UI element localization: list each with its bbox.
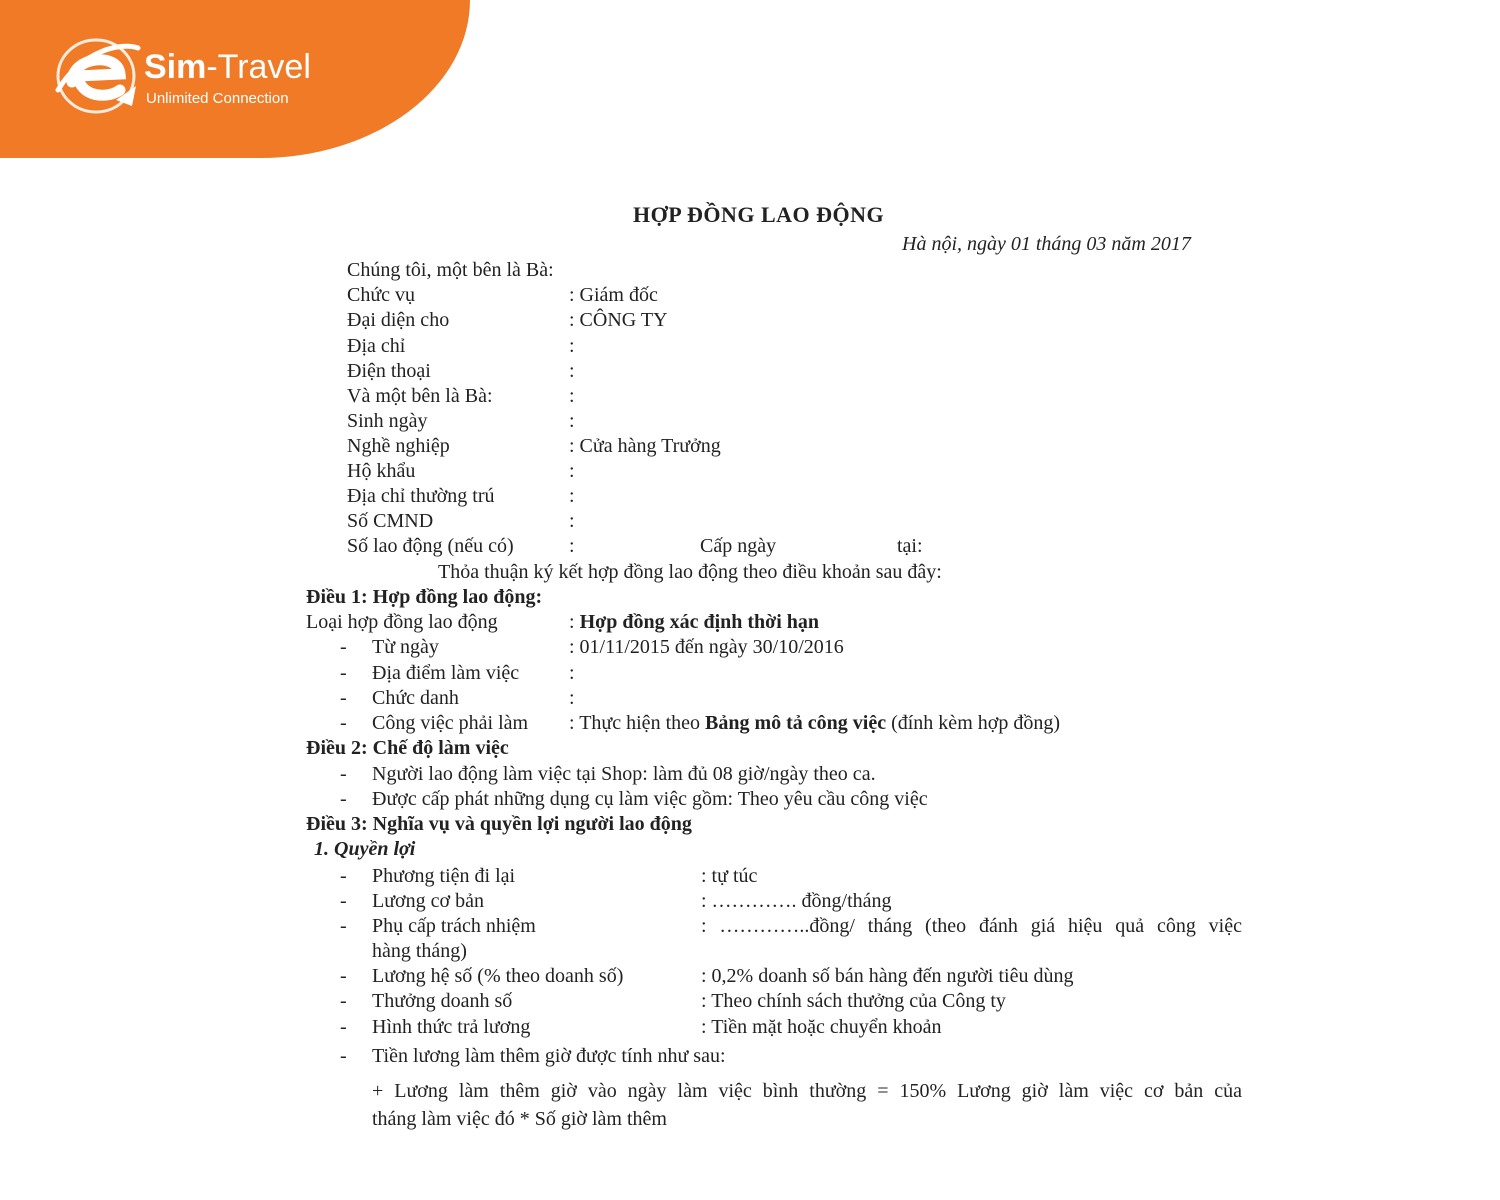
field-value: : Giám đốc <box>569 284 658 306</box>
field-label: Lương hệ số (% theo doanh số) <box>372 965 624 987</box>
list-dash: - <box>340 865 347 887</box>
field-value: : <box>569 662 575 684</box>
list-item: Người lao động làm việc tại Shop: làm đủ 08 giờ/ngày theo ca. <box>372 763 876 785</box>
field-label: Chức vụ <box>347 284 416 306</box>
contract-type-value: : Hợp đồng xác định thời hạn <box>569 611 820 633</box>
field-value: : Tiền mặt hoặc chuyển khoản <box>701 1016 942 1038</box>
field-value: : <box>569 360 575 382</box>
field-label: Đại diện cho <box>347 309 450 331</box>
overtime-formula-line: + Lương làm thêm giờ vào ngày làm việc bình thường = 150% Lương giờ làm việc cơ bản của <box>372 1080 1242 1102</box>
field-value: : <box>569 335 575 357</box>
field-label: Phụ cấp trách nhiệm <box>372 915 536 937</box>
agreement-line: Thỏa thuận ký kết hợp đồng lao động theo điều khoản sau đây: <box>438 561 942 583</box>
field-value: : <box>569 535 575 557</box>
benefits-subheading: 1. Quyền lợi <box>314 838 416 860</box>
field-label: Thưởng doanh số <box>372 990 513 1012</box>
field-value: : <box>569 510 575 532</box>
document-title: HỢP ĐỒNG LAO ĐỘNG <box>633 202 885 227</box>
issue-date-label: Cấp ngày <box>700 535 777 557</box>
field-value: : <box>569 687 575 709</box>
field-label: Sinh ngày <box>347 410 428 432</box>
list-dash: - <box>340 636 347 658</box>
list-dash: - <box>340 687 347 709</box>
list-dash: - <box>340 915 347 937</box>
field-value: : tự túc <box>701 865 758 887</box>
list-dash: - <box>340 1045 347 1067</box>
work-description-value: : Thực hiện theo Bảng mô tả công việc (đính kèm hợp đồng) <box>569 712 1060 734</box>
list-dash: - <box>340 990 347 1012</box>
document-date: Hà nội, ngày 01 tháng 03 năm 2017 <box>902 233 1191 255</box>
list-dash: - <box>340 965 347 987</box>
field-label: Địa chỉ <box>347 335 406 357</box>
field-value: : <box>569 385 575 407</box>
list-dash: - <box>340 712 347 734</box>
field-value: : <box>569 460 575 482</box>
field-label: Số CMND <box>347 510 434 532</box>
field-value: : <box>569 485 575 507</box>
field-value: : …………..đồng/ tháng (theo đánh giá hiệu quả công việc <box>701 915 1242 937</box>
article-1-heading: Điều 1: Hợp đồng lao động: <box>306 586 543 608</box>
field-value: : CÔNG TY <box>569 309 668 331</box>
field-label: Số lao động (nếu có) <box>347 535 514 557</box>
field-label-continued: hàng tháng) <box>372 940 467 962</box>
field-label: Điện thoại <box>347 360 431 382</box>
field-label: Phương tiện đi lại <box>372 865 516 887</box>
field-label: Tiền lương làm thêm giờ được tính như sau: <box>372 1045 726 1067</box>
field-label: Địa điểm làm việc <box>372 662 520 684</box>
field-value: : 0,2% doanh số bán hàng đến người tiêu dùng <box>701 965 1074 987</box>
field-label: Hình thức trả lương <box>372 1016 531 1038</box>
brand-tagline: Unlimited Connection <box>146 90 289 107</box>
brand-name: Sim-Travel <box>144 48 311 86</box>
list-dash: - <box>340 662 347 684</box>
list-dash: - <box>340 890 347 912</box>
field-value: : Theo chính sách thưởng của Công ty <box>701 990 1006 1012</box>
field-label: Từ ngày <box>372 636 439 658</box>
field-value: : 01/11/2015 đến ngày 30/10/2016 <box>569 636 844 658</box>
list-dash: - <box>340 788 347 810</box>
field-label: Công việc phải làm <box>372 712 529 734</box>
field-label: Chức danh <box>372 687 459 709</box>
article-3-heading: Điều 3: Nghĩa vụ và quyền lợi người lao động <box>306 813 692 835</box>
list-item: Được cấp phát những dụng cụ làm việc gồm: Theo yêu cầu công việc <box>372 788 928 810</box>
field-value: : Cửa hàng Trưởng <box>569 435 721 457</box>
field-value: : …………. đồng/tháng <box>701 890 892 912</box>
intro-line: Chúng tôi, một bên là Bà: <box>347 259 554 281</box>
field-label: Lương cơ bản <box>372 890 484 912</box>
contract-type-label: Loại hợp đồng lao động <box>306 611 498 633</box>
article-2-heading: Điều 2: Chế độ làm việc <box>306 737 509 759</box>
overtime-formula-line: tháng làm việc đó * Số giờ làm thêm <box>372 1108 667 1130</box>
field-label: Địa chỉ thường trú <box>347 485 495 507</box>
list-dash: - <box>340 1016 347 1038</box>
field-label: Hộ khẩu <box>347 460 416 482</box>
issue-place-label: tại: <box>897 535 923 557</box>
field-value: : <box>569 410 575 432</box>
field-label: Nghề nghiệp <box>347 435 450 457</box>
list-dash: - <box>340 763 347 785</box>
field-label: Và một bên là Bà: <box>347 385 493 407</box>
